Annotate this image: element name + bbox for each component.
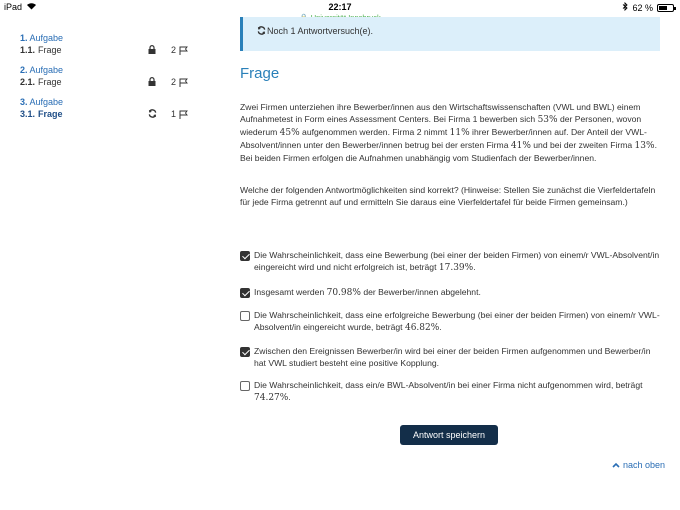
battery-icon	[657, 4, 674, 12]
back-to-top-link[interactable]	[612, 460, 665, 470]
text-part: Zwei Firmen unterziehen ihre Bewerber/innen aus den Wirtschaftswissenschaften (VWL und BWL) einem Aufnahmetest in Form eines Assessment Centers. Bei Firma 1 bewerben sich	[240, 102, 641, 124]
value-percent: 41%	[510, 141, 531, 151]
value-percent: 13%	[634, 141, 655, 151]
answer-option[interactable]	[240, 249, 660, 274]
option-text: Die Wahrscheinlichkeit, dass eine erfolgreiche Bewerbung (bei einer der beiden Firmen) von einem/r VWL-Absolvent/in eingereicht wurde, beträgt	[254, 310, 660, 332]
lock-icon	[148, 45, 158, 56]
value-percent: 45%	[279, 128, 300, 138]
question-hint: Welche der folgenden Antwortmöglichkeiten sind korrekt? (Hinweise: Stellen Sie zunächst die Vierfeldertafeln für jede Firma getrennt auf und ermitteln Sie daraus eine Vierfeldertafel für beide Firmen gemeinsam.)	[240, 185, 656, 207]
attempts-text: Noch 1 Antwortversuch(e).	[267, 26, 374, 36]
sidebar	[20, 32, 200, 128]
question-text	[240, 101, 660, 164]
task-number: 3.	[20, 97, 28, 107]
sidebar-question-item[interactable]	[20, 44, 200, 57]
task-number: 1.	[20, 33, 28, 43]
option-value: 70.98%	[326, 288, 361, 298]
lock-icon	[148, 77, 158, 88]
battery-percent: 62 %	[632, 2, 653, 13]
answer-checkbox[interactable]	[240, 347, 250, 357]
text-part: aufgenommen werden. Firma 2 nimmt	[299, 127, 450, 137]
question-label: Frage	[38, 45, 62, 55]
option-value: 17.39%	[438, 263, 474, 273]
attempt-count: 1	[171, 109, 177, 119]
attempt-count: 2	[171, 77, 177, 87]
save-answer-button[interactable]: Antwort speichern	[400, 425, 498, 445]
text-part: ihrer Bewerber/innen auf. Der Anteil der VWL-Absolvent/innen unter den Bewerber/innen betrug bei der ersten Firma	[240, 127, 647, 150]
option-text-tail: .	[439, 322, 442, 332]
back-to-top-label: nach oben	[623, 460, 666, 470]
answer-checkbox[interactable]	[240, 288, 250, 298]
sidebar-task-link[interactable]	[20, 32, 200, 44]
option-text: Insgesamt werden	[254, 287, 327, 297]
sidebar-task-link[interactable]	[20, 96, 200, 108]
page-title: Frage	[240, 65, 280, 82]
option-value: 74.27%	[254, 393, 289, 403]
chevron-up-icon	[612, 460, 620, 470]
answer-checkbox[interactable]	[240, 381, 250, 391]
refresh-icon	[148, 109, 158, 120]
question-number: 1.1.	[20, 45, 36, 55]
attempts-info	[240, 17, 660, 51]
flag-icon[interactable]	[179, 110, 188, 123]
attempt-count: 2	[171, 45, 177, 55]
sidebar-group	[20, 96, 200, 121]
text-part: und bei der zweiten Firma	[530, 140, 635, 150]
task-label: Aufgabe	[29, 33, 64, 43]
answer-option[interactable]	[240, 379, 660, 404]
sidebar-question-item[interactable]	[20, 108, 200, 121]
sidebar-task-link[interactable]	[20, 64, 200, 76]
flag-icon[interactable]	[179, 78, 188, 91]
sidebar-group	[20, 64, 200, 89]
clock: 22:17	[328, 2, 352, 12]
task-label: Aufgabe	[29, 65, 64, 75]
sidebar-question-item[interactable]	[20, 76, 200, 89]
value-percent: 53%	[537, 115, 558, 125]
answer-checkbox[interactable]	[240, 311, 250, 321]
option-text-tail: der Bewerber/innen abgelehnt.	[360, 287, 481, 297]
option-text-tail: .	[473, 262, 476, 272]
sidebar-group	[20, 32, 200, 57]
question-number: 3.1.	[20, 109, 36, 119]
question-label: Frage	[38, 109, 63, 119]
refresh-icon	[257, 26, 266, 37]
bluetooth-icon	[622, 2, 628, 13]
option-text: Die Wahrscheinlichkeit, dass eine Bewerbung (bei einer der beiden Firmen) von einem/r VWL-Absolvent/in eingereicht wird und nicht erfolgreich ist, beträgt	[254, 250, 660, 272]
option-text-tail: .	[288, 392, 291, 402]
answer-checkbox[interactable]	[240, 251, 250, 261]
option-value: 46.82%	[404, 323, 440, 333]
task-number: 2.	[20, 65, 28, 75]
option-text: Zwischen den Ereignissen Bewerber/in wird bei einer der beiden Firmen aufgenommen und Bewerber/in hat VWL studiert besteht eine positive Kopplung.	[254, 346, 651, 368]
flag-icon[interactable]	[179, 46, 188, 59]
answer-option[interactable]	[240, 286, 660, 299]
question-number: 2.1.	[20, 77, 36, 87]
question-label: Frage	[38, 77, 62, 87]
task-label: Aufgabe	[29, 97, 64, 107]
answer-option[interactable]	[240, 345, 660, 370]
value-percent: 11%	[449, 128, 470, 138]
text-part: der Personen, wovon wiederum	[240, 114, 642, 137]
option-text: Die Wahrscheinlichkeit, dass ein/e BWL-Absolvent/in bei einer Firma nicht aufgenommen wird, beträgt	[254, 380, 643, 390]
device-label: iPad	[4, 2, 23, 12]
text-part: . Bei beiden Firmen erfolgen die Aufnahmen unabhängig vom Studienfach der Bewerber/innen.	[240, 140, 657, 163]
status-right	[622, 2, 674, 13]
answer-option[interactable]	[240, 309, 660, 334]
